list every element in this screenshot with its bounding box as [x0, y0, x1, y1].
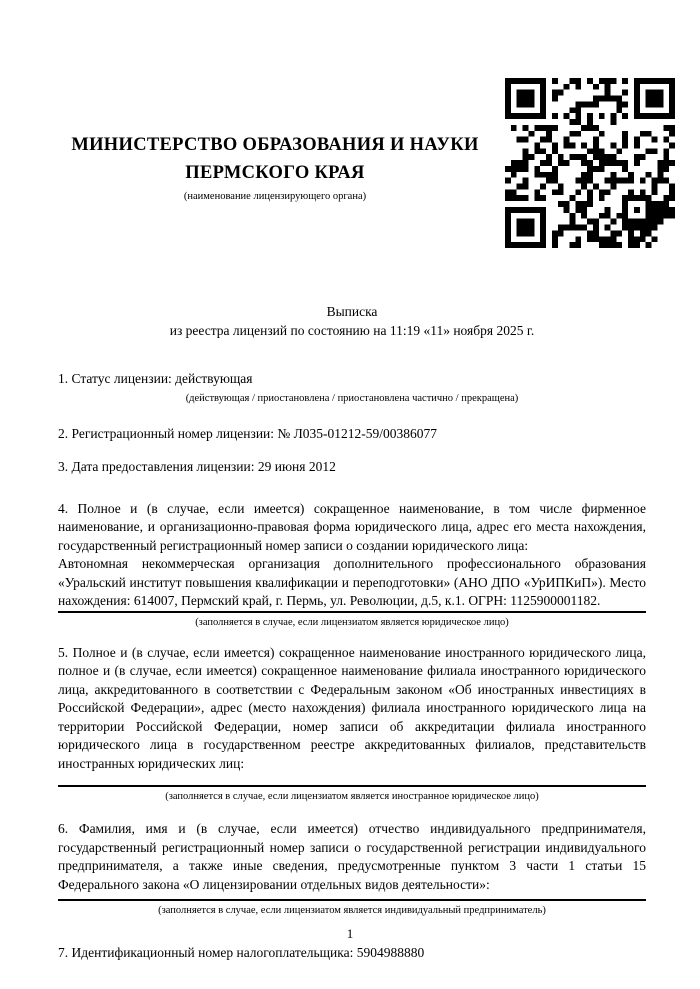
- item-legal-entity: [58, 500, 646, 629]
- registration-number-text: 2. Регистрационный номер лицензии: № Л035-01212-59/00386077: [58, 425, 438, 441]
- item-license-status: [58, 370, 646, 405]
- document-title-line2: из реестра лицензий по состоянию на 11:19 «11» ноября 2025 г.: [169, 322, 535, 338]
- document-title: [58, 303, 646, 340]
- page-number: 1: [346, 926, 354, 941]
- qr-code-image: [505, 78, 675, 248]
- individual-entrepreneur-blank-field: [58, 894, 646, 901]
- document-header: [60, 131, 490, 203]
- item-registration-number: [58, 425, 646, 444]
- ministry-name-line1: МИНИСТЕРСТВО ОБРАЗОВАНИЯ И НАУКИ: [71, 135, 479, 155]
- legal-entity-label: 4. Полное и (в случае, если имеется) сокращенное наименование, в том числе фирменное наименование, и организационно-правовая форма юридического лица, адрес его места нахождения, государственный регистрационный номер записи о создании юридического лица:: [58, 500, 646, 553]
- license-status-caption: (действующая / приостановлена / приостановлена частично / прекращена): [185, 392, 519, 404]
- individual-entrepreneur-label: 6. Фамилия, имя и (в случае, если имеется) отчество индивидуального предпринимателя, государственный регистрационный номер записи о государственной регистрации индивидуального предпринимателя, а также иные сведения, предусмотренные пунктом 3 части 1 статьи 15 Федерального закона «О лицензировании отдельных видов деятельности»:: [58, 821, 646, 892]
- foreign-entity-label: 5. Полное и (в случае, если имеется) сокращенное наименование иностранного юридического лица, полное и (в случае, если имеется) сокращенное наименование филиала иностранного юридического лица, аккредитованного в соответствии с Федеральным законом «Об иностранных инвестициях в Российской Федерации», адрес (место нахождения) филиала иностранного юридического лица на территории Российской Федерации, номер записи об аккредитации филиала иностранного юридического лица в государственном реестре аккредитованных филиалов, представительств иностранных юридических лиц:: [58, 644, 646, 771]
- foreign-entity-caption: (заполняется в случае, если лицензиатом является иностранное юридическое лицо): [165, 791, 539, 802]
- item-taxpayer-number: [58, 944, 646, 963]
- document-body: [58, 303, 646, 963]
- license-date-text: 3. Дата предоставления лицензии: 29 июня 2012: [58, 459, 336, 474]
- licensing-authority-name: [60, 131, 490, 187]
- ministry-name-line2: ПЕРМСКОГО КРАЯ: [185, 163, 365, 183]
- document-title-line1: Выписка: [326, 304, 378, 319]
- item-individual-entrepreneur: [58, 820, 646, 917]
- licensing-authority-caption: (наименование лицензирующего органа): [183, 191, 367, 202]
- legal-entity-caption: (заполняется в случае, если лицензиатом является юридическое лицо): [195, 616, 509, 628]
- item-license-date: [58, 458, 646, 477]
- taxpayer-number-text: 7. Идентификационный номер налогоплательщика: 5904988880: [58, 945, 425, 960]
- individual-entrepreneur-caption: (заполняется в случае, если лицензиатом является индивидуальный предприниматель): [158, 905, 546, 916]
- item-foreign-entity: [58, 644, 646, 804]
- qr-code: [505, 78, 675, 248]
- foreign-entity-blank-field: [58, 773, 646, 787]
- license-status-text: 1. Статус лицензии: действующая: [58, 371, 253, 386]
- legal-entity-value: Автономная некоммерческая организация дополнительного профессионального образования «Уральский институт повышения квалификации и переподготовки» (АНО ДПО «УрИПКиП»). Место нахождения: 614007, Пермский край, г. Пермь, ул. Революции, д.5, к.1. ОГРН: 1125900001182.: [58, 555, 646, 613]
